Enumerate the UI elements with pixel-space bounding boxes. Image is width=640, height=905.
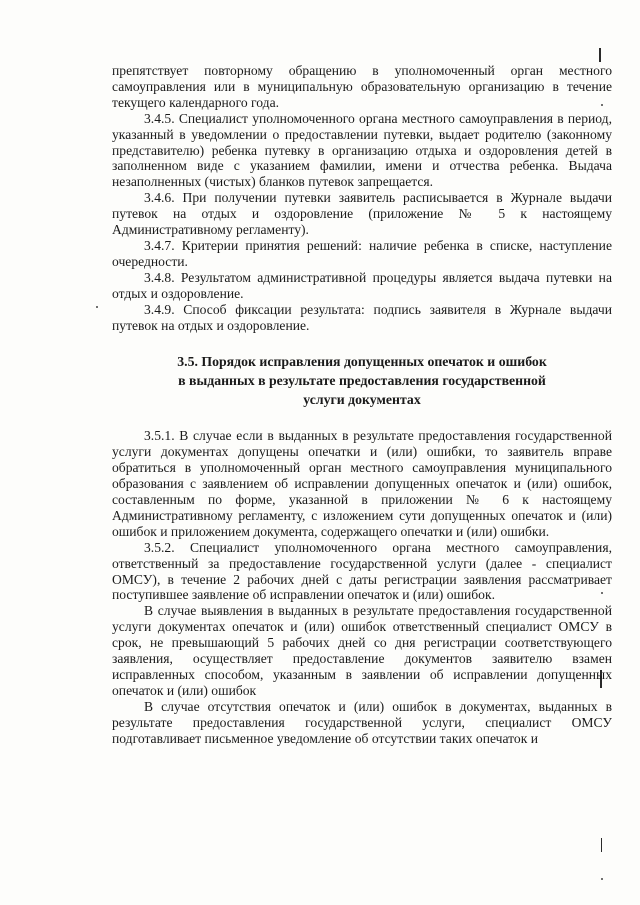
paragraph-3-4-9: 3.4.9. Способ фиксации результата: подпись заявителя в Журнале выдачи путевок на отдых и оздоровление. <box>112 301 612 333</box>
scan-mark <box>599 48 601 62</box>
scan-dot <box>96 306 98 308</box>
paragraph-3-5-1: 3.5.1. В случае если в выданных в результате предоставления государственной услуги документах допущены опечатки и (или) ошибки, то заявитель вправе обратиться в уполномоченный орган местного самоуправления муниципального образования с заявлением об исправлении допущенных опечаток и (или) ошибок, составленным по форме, указанной в приложении № 6 к настоящему Административному регламенту, с изложением сути допущенных опечаток и (или) ошибок и приложением документа, содержащего опечатки и (или) ошибки. <box>112 428 612 539</box>
heading-line: услуги документах <box>303 392 421 408</box>
paragraph-3-4-7: 3.4.7. Критерии принятия решений: наличие ребенка в списке, наступление очередности. <box>112 237 612 269</box>
paragraph-3-5-2: 3.5.2. Специалист уполномоченного органа местного самоуправления, ответственный за предоставление государственной услуги (далее - специалист ОМСУ), в течение 2 рабочих дней с даты регистрации заявления рассматривает поступившее заявление об исправлении опечаток и (или) ошибок. <box>112 539 612 603</box>
document-body <box>112 63 612 747</box>
paragraph: препятствует повторному обращению в уполномоченный орган местного самоуправления или в муниципальную образовательную организацию в течение текущего календарного года. <box>112 63 612 110</box>
scan-mark <box>601 838 602 852</box>
paragraph-3-4-8: 3.4.8. Результатом административной процедуры является выдача путевки на отдых и оздоровление. <box>112 269 612 301</box>
scan-dot <box>601 878 603 880</box>
heading-line: в выданных в результате предоставления государственной <box>178 373 546 389</box>
paragraph: В случае выявления в выданных в результате предоставления государственной услуги документах опечаток и (или) ошибок ответственный специалист ОМСУ в срок, не превышающий 5 рабочих дней со дня регистрации соответствующего заявления, осуществляет предоставление документов заявителю взамен исправленных способом, указанным в заявлении об исправлении допущенных опечаток и (или) ошибок <box>112 603 612 698</box>
paragraph-3-4-5: 3.4.5. Специалист уполномоченного органа местного самоуправления в период, указанный в уведомлении о предоставлении путевки, выдает родителю (законному представителю) ребенка путевку в организацию отдыха и оздоровления детей в заполненном виде с указанием фамилии, имени и отчества ребенка. Выдача незаполненных (чистых) бланков путевок запрещается. <box>112 110 612 190</box>
paragraph-3-4-6: 3.4.6. При получении путевки заявитель расписывается в Журнале выдачи путевок на отдых и оздоровление (приложение № 5 к настоящему Административному регламенту). <box>112 190 612 238</box>
heading-line: 3.5. Порядок исправления допущенных опечаток и ошибок <box>177 354 547 370</box>
section-heading-3-5 <box>112 352 612 409</box>
paragraph: В случае отсутствия опечаток и (или) ошибок в документах, выданных в результате предоставления государственной услуги, специалист ОМСУ подготавливает письменное уведомление об отсутствии таких опечаток и <box>112 698 612 746</box>
